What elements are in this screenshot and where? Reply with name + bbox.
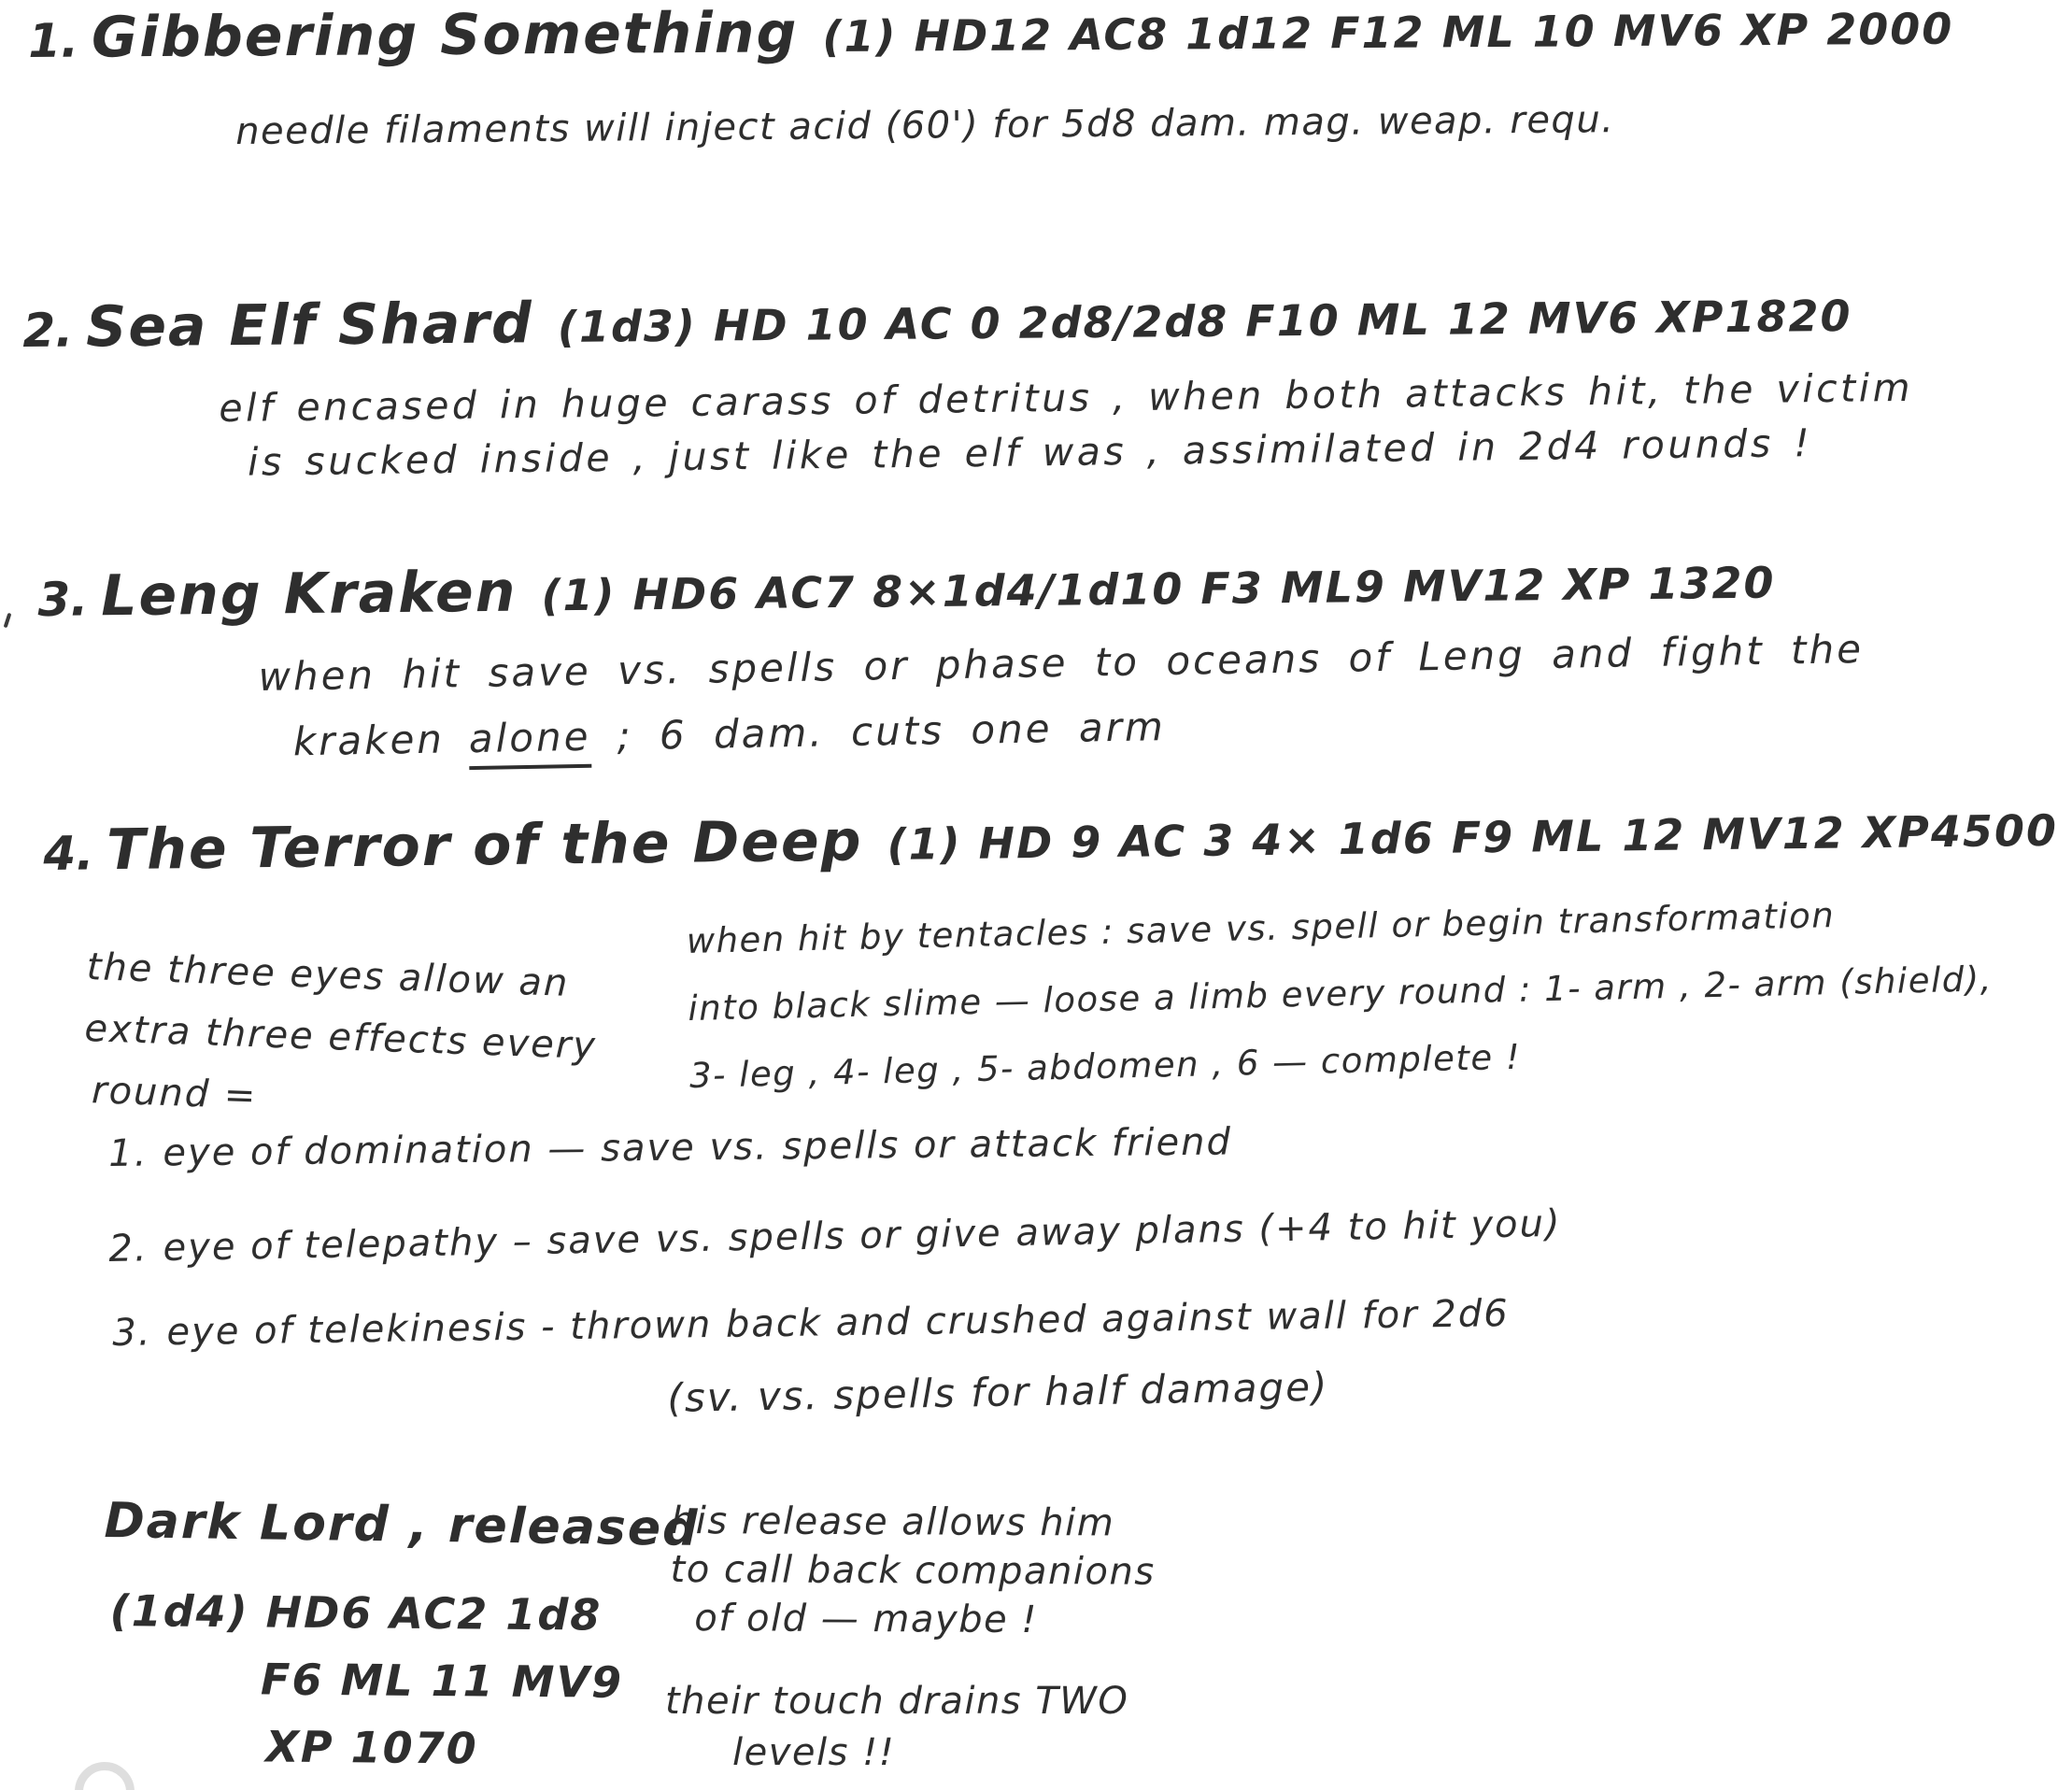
monster-3-note-line-2-suffix: ; 6 dam. cuts one arm — [617, 703, 1167, 760]
eye-power-2-number: 2. — [108, 1227, 149, 1271]
dark-lord-release-note-line-1: his release allows him — [670, 1499, 1115, 1545]
monster-2-name: Sea Elf Shard — [85, 291, 534, 361]
monster-2-heading — [22, 279, 1852, 361]
monster-4-heading — [43, 794, 2058, 884]
monster-4-left-note-line-1: the three eyes allow an — [86, 945, 571, 1005]
monster-4-left-note-line-2: extra three effects every — [83, 1006, 598, 1069]
monster-1-note-line-1: needle filaments will inject acid (60') for 5d8 dam. mag. weap. requ. — [235, 98, 1615, 153]
dark-lord-stats — [108, 1577, 624, 1783]
dark-lord-release-note-line-2: to call back companions — [670, 1547, 1156, 1594]
monster-1-number: 1. — [28, 13, 79, 68]
monster-2-stats: (1d3) HD 10 AC 0 2d8/2d8 F10 ML 12 MV6 XP1820 — [557, 290, 1852, 353]
monster-3-note-line-1: when hit save vs. spells or phase to oceans of Leng and fight the — [258, 626, 1865, 700]
monster-2-note-line-1: elf encased in huge carass of detritus , when both attacks hit, the victim — [219, 364, 1914, 431]
eye-power-2-text: eye of telepathy – save vs. spells or give away plans (+4 to hit you) — [163, 1201, 1562, 1270]
monster-1-note — [235, 98, 1615, 153]
monster-4-right-note-line-1: when hit by tentacles : save vs. spell or begin transformation — [686, 895, 1836, 961]
dark-lord-release-note-line-3: of old — maybe ! — [694, 1597, 1039, 1642]
monster-4-number: 4. — [43, 826, 94, 881]
eye-power-3-half-damage-note: (sv. vs. spells for half damage) — [667, 1363, 1329, 1421]
monster-3-heading — [37, 547, 1776, 630]
dark-lord-stats-line-3: XP 1070 — [265, 1721, 478, 1774]
monster-2-note — [219, 361, 1914, 490]
monster-4-name: The Terror of the Deep — [106, 808, 863, 884]
eye-power-3-number: 3. — [112, 1311, 152, 1355]
monster-4-right-note-line-2: into black slime — loose a limb every round : 1- arm , 2- arm (shield), — [687, 959, 1994, 1029]
dark-lord-touch-note-line-1: their touch drains TWO — [665, 1680, 1129, 1723]
dark-lord-touch-note — [665, 1676, 1128, 1779]
monster-3-note — [258, 617, 1866, 775]
monster-4-stats: (1) HD 9 AC 3 4× 1d6 F9 ML 12 MV12 XP4500 — [887, 804, 2059, 870]
monster-3-note-line-2-prefix: kraken — [292, 716, 446, 765]
eye-power-1-number: 1. — [108, 1131, 149, 1175]
eye-power-1-text: eye of domination — save vs. spells or attack friend — [163, 1120, 1233, 1175]
monster-2-note-line-2: is sucked inside , just like the elf was , assimilated in 2d4 rounds ! — [247, 420, 1813, 485]
monster-3-underlined-word: alone — [468, 714, 591, 770]
monster-2-number: 2. — [22, 303, 74, 358]
monster-4-right-note — [686, 878, 1994, 1110]
monster-1-heading — [28, 0, 1954, 71]
eye-power-3 — [112, 1292, 1510, 1355]
monster-4-left-note — [81, 936, 600, 1139]
monster-1-stats: (1) HD12 AC8 1d12 F12 ML 10 MV6 XP 2000 — [822, 3, 1954, 63]
dark-lord-stats-line-2: F6 ML 11 MV9 — [260, 1654, 624, 1708]
eye-power-1 — [108, 1120, 1232, 1175]
monster-4-left-note-line-3: round = — [91, 1069, 259, 1118]
monster-4-right-note-line-3: 3- leg , 4- leg , 5- abdomen , 6 — complete ! — [688, 1036, 1522, 1096]
eye-power-3-text: eye of telekinesis - thrown back and crushed against wall for 2d6 — [166, 1292, 1510, 1355]
dark-lord-name: Dark Lord , released — [104, 1493, 700, 1557]
stray-ink-tick — [4, 613, 12, 628]
monster-3-stats: (1) HD6 AC7 8×1d4/1d10 F3 ML9 MV12 XP 1320 — [541, 557, 1776, 621]
monster-3-number: 3. — [37, 572, 89, 627]
dark-lord-release-note — [670, 1497, 1156, 1645]
eye-power-2 — [108, 1202, 1562, 1271]
monster-3-name: Leng Kraken — [100, 559, 518, 630]
dark-lord-touch-note-line-2: levels !! — [732, 1731, 896, 1774]
monster-1-name: Gibbering Something — [91, 0, 799, 71]
dark-lord-stats-line-1: (1d4) HD6 AC2 1d8 — [109, 1584, 603, 1641]
